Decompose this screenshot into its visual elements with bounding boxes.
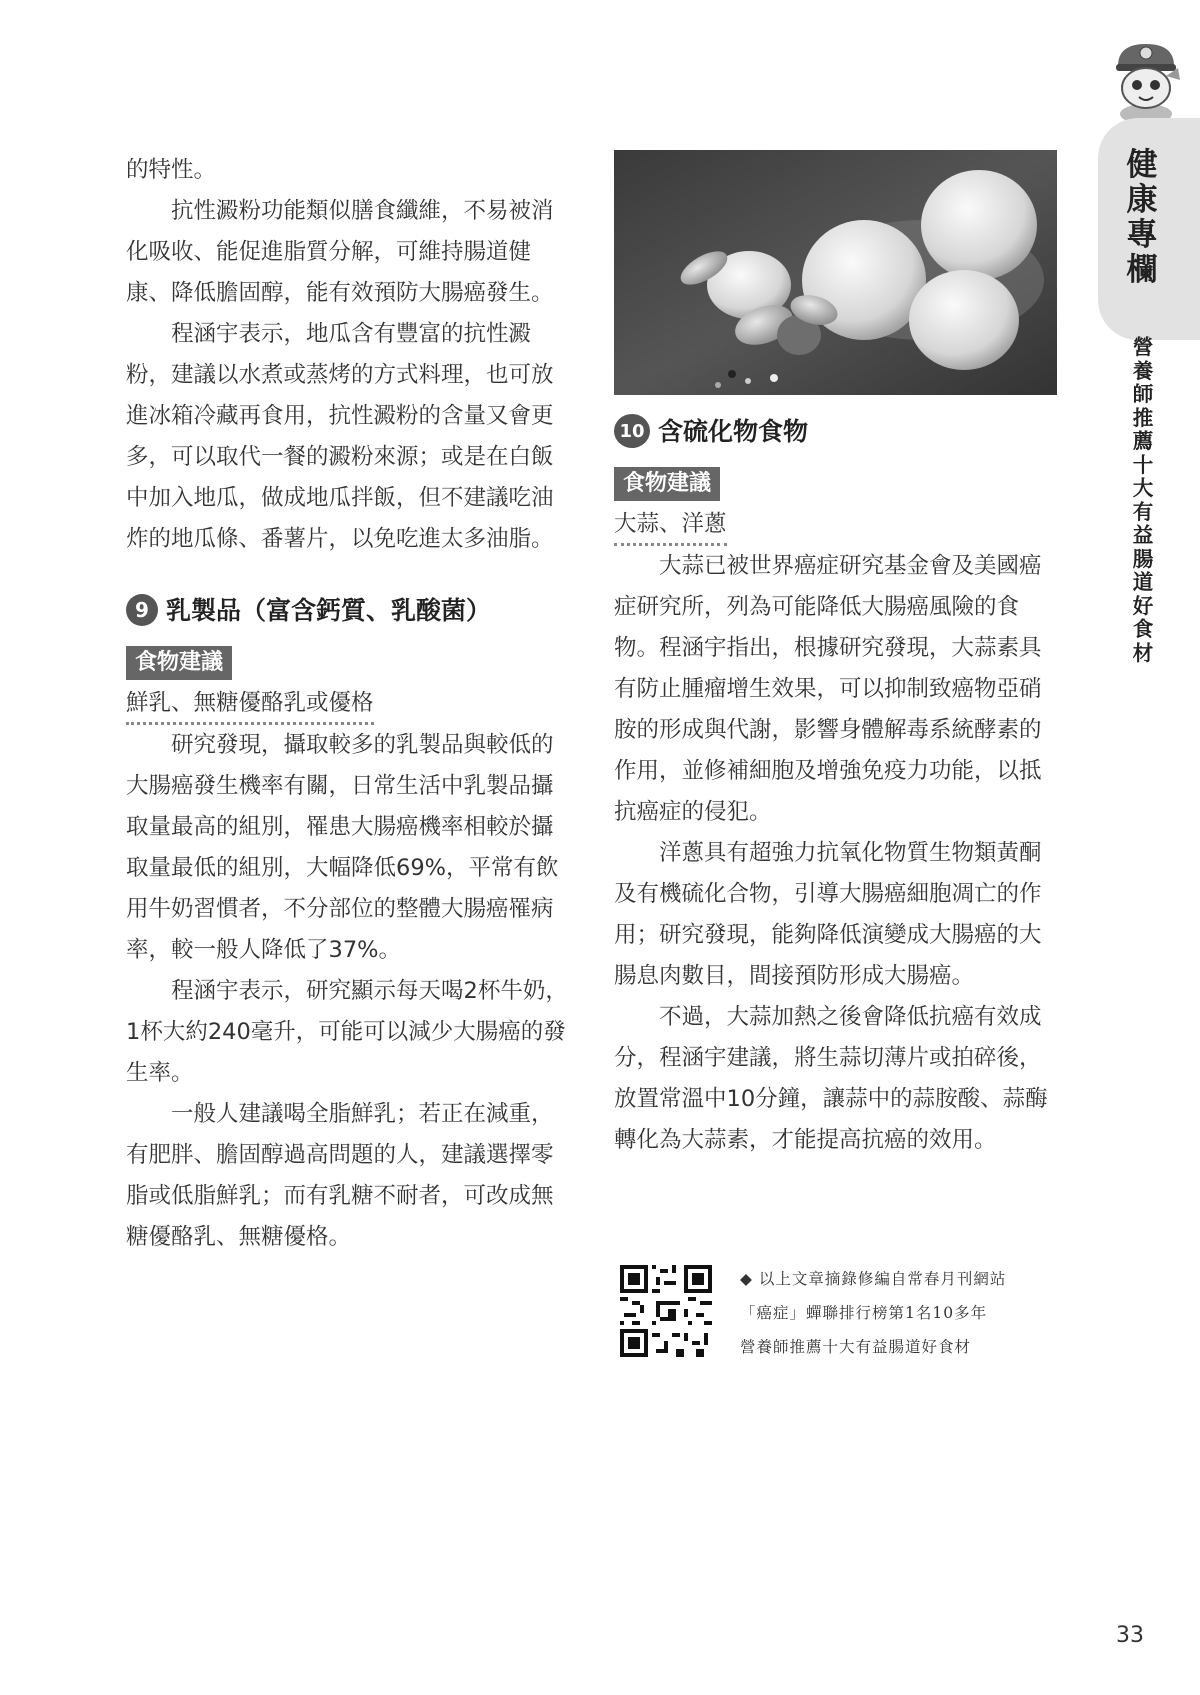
paragraph: 大蒜已被世界癌症研究基金會及美國癌症研究所，列為可能降低大腸癌風險的食物。程涵宇指出，根據研究發現，大蒜素具有防止腫瘤增生效果，可以抑制致癌物亞硝胺的形成與代謝，影響身體解毒系統酵素的作用，並修補細胞及增強免疫力功能，以抵抗癌症的侵犯。 [614,553,1042,825]
section-number-badge: 10 [614,414,650,448]
food-suggestion-tag: 食物建議 [126,646,232,680]
paragraph: 抗性澱粉功能類似膳食纖維，不易被消化吸收、能促進脂質分解，可維持腸道健康、降低膽固醇，能有效預防大腸癌發生。 [126,198,554,306]
column-title-char: 康 [1126,182,1158,218]
article-title-char: 材 [1132,640,1154,665]
qr-code[interactable] [620,1265,712,1357]
article-title-char: 益 [1132,523,1154,547]
paragraph: 研究發現，攝取較多的乳製品與較低的大腸癌發生機率有關，日常生活中乳製品攝取量最高的組別，罹患大腸癌機率相較於攝取量最低的組別，大幅降低69%，平常有飲用牛奶習慣者，不分部位的整體大腸癌罹病率，較一般人降低了37%。 [126,732,559,963]
section-title: 乳製品（富含鈣質、乳酸菌） [166,595,492,625]
article-title-char: 腸 [1132,546,1154,571]
right-column [614,150,1059,1161]
article-title-char: 薦 [1132,429,1154,453]
paragraph: 不過，大蒜加熱之後會降低抗癌有效成分，程涵宇建議，將生蒜切薄片或拍碎後，放置常溫中10分鐘，讓蒜中的蒜胺酸、蒜酶轉化為大蒜素，才能提高抗癌的效用。 [614,1004,1048,1153]
column-title-char: 健 [1126,147,1158,183]
food-items: 鮮乳、無糖優酪乳或優格 [126,685,374,725]
article-title-char: 有 [1132,499,1154,524]
section-heading-9 [126,588,571,632]
mascot-logo [1104,36,1186,126]
article-title-char: 十 [1132,452,1154,477]
garlic-photo [614,150,1057,395]
article-title-char: 食 [1132,617,1154,641]
food-items: 大蒜、洋蔥 [614,506,727,546]
column-title-char: 專 [1126,217,1158,253]
article-title-char: 師 [1132,382,1154,406]
article-title-char: 推 [1132,405,1154,430]
article-title-char: 道 [1132,570,1154,594]
source-note [740,1262,1006,1364]
paragraph: 程涵宇表示，研究顯示每天喝2杯牛奶，1杯大約240毫升，可能可以減少大腸癌的發生率。 [126,978,568,1086]
column-title [1122,148,1162,288]
left-column [126,150,571,1258]
source-note-line: 「癌症」蟬聯排行榜第1名10多年 [740,1304,988,1322]
article-title-vertical [1126,336,1160,665]
paragraph: 洋蔥具有超強力抗氧化物質生物類黃酮及有機硫化合物，引導大腸癌細胞凋亡的作用；研究發現，能夠降低演變成大腸癌的大腸息肉數目，間接預防形成大腸癌。 [614,840,1042,989]
article-title-char: 營 [1132,335,1154,359]
source-note-line: ◆ 以上文章摘錄修編自常春月刊網站 [740,1270,1007,1288]
source-note-line: 營養師推薦十大有益腸道好食材 [740,1338,972,1356]
section-heading-10 [614,409,1059,453]
section-number-badge: 9 [126,594,158,626]
article-title-char: 好 [1132,593,1154,618]
column-title-char: 欄 [1126,252,1158,288]
paragraph: 的特性。 [126,157,217,183]
page-number: 33 [1116,1623,1144,1648]
section-title: 含硫化物食物 [658,416,809,446]
paragraph: 程涵宇表示，地瓜含有豐富的抗性澱粉，建議以水煮或蒸烤的方式料理，也可放進冰箱冷藏再食用，抗性澱粉的含量又會更多，可以取代一餐的澱粉來源；或是在白飯中加入地瓜，做成地瓜拌飯，但不建議吃油炸的地瓜條、番薯片，以免吃進太多油脂。 [126,321,554,552]
food-suggestion-tag: 食物建議 [614,467,720,501]
article-title-char: 養 [1132,358,1154,383]
paragraph: 一般人建議喝全脂鮮乳；若正在減重，有肥胖、膽固醇過高問題的人，建議選擇零脂或低脂鮮乳；而有乳糖不耐者，可改成無糖優酪乳、無糖優格。 [126,1101,554,1250]
article-title-char: 大 [1132,476,1154,500]
